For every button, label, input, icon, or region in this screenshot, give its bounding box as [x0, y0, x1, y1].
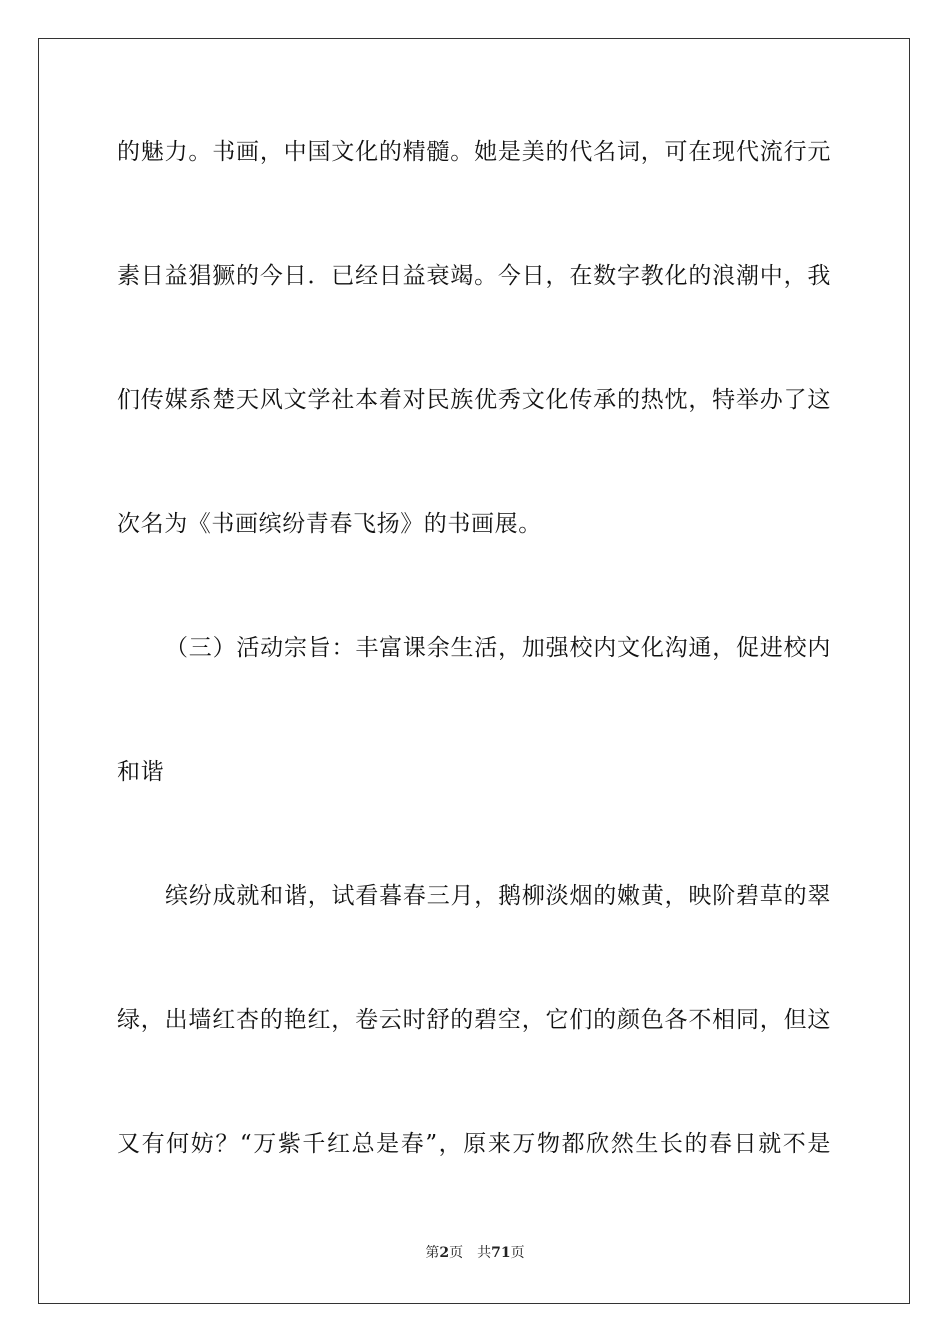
- text-line-7: 缤纷成就和谐，试看暮春三月，鹅柳淡烟的嫩黄，映阶碧草的翠: [165, 883, 831, 909]
- text-line-8: 绿，出墙红杏的艳红，卷云时舒的碧空，它们的颜色各不相同，但这: [117, 1007, 831, 1033]
- page-number: 2: [439, 1245, 450, 1261]
- text-line-2: 素日益猖獗的今日．已经日益衰竭。今日，在数字教化的浪潮中，我: [117, 263, 831, 289]
- text-line-1: 的魅力。书画，中国文化的精髓。她是美的代名词，可在现代流行元: [117, 139, 831, 165]
- text-line-6: 和谐: [117, 759, 165, 785]
- page-prefix: 第: [425, 1245, 440, 1261]
- section-heading-purpose: （三）活动宗旨：丰富课余生活，加强校内文化沟通，促进校内: [165, 635, 831, 661]
- text-line-3: 们传媒系楚天风文学社本着对民族优秀文化传承的热忱，特举办了这: [117, 387, 831, 413]
- text-line-4: 次名为《书画缤纷青春飞扬》的书画展。: [117, 511, 542, 537]
- page-border: [38, 38, 910, 1304]
- total-prefix: 共: [477, 1245, 492, 1261]
- total-suffix: 页: [510, 1245, 525, 1261]
- page-suffix: 页: [449, 1245, 464, 1261]
- page-footer: [0, 1244, 950, 1262]
- total-pages: 71: [491, 1245, 511, 1261]
- text-line-9: 又有何妨？“万紫千红总是春”，原来万物都欣然生长的春日就不是: [117, 1131, 831, 1157]
